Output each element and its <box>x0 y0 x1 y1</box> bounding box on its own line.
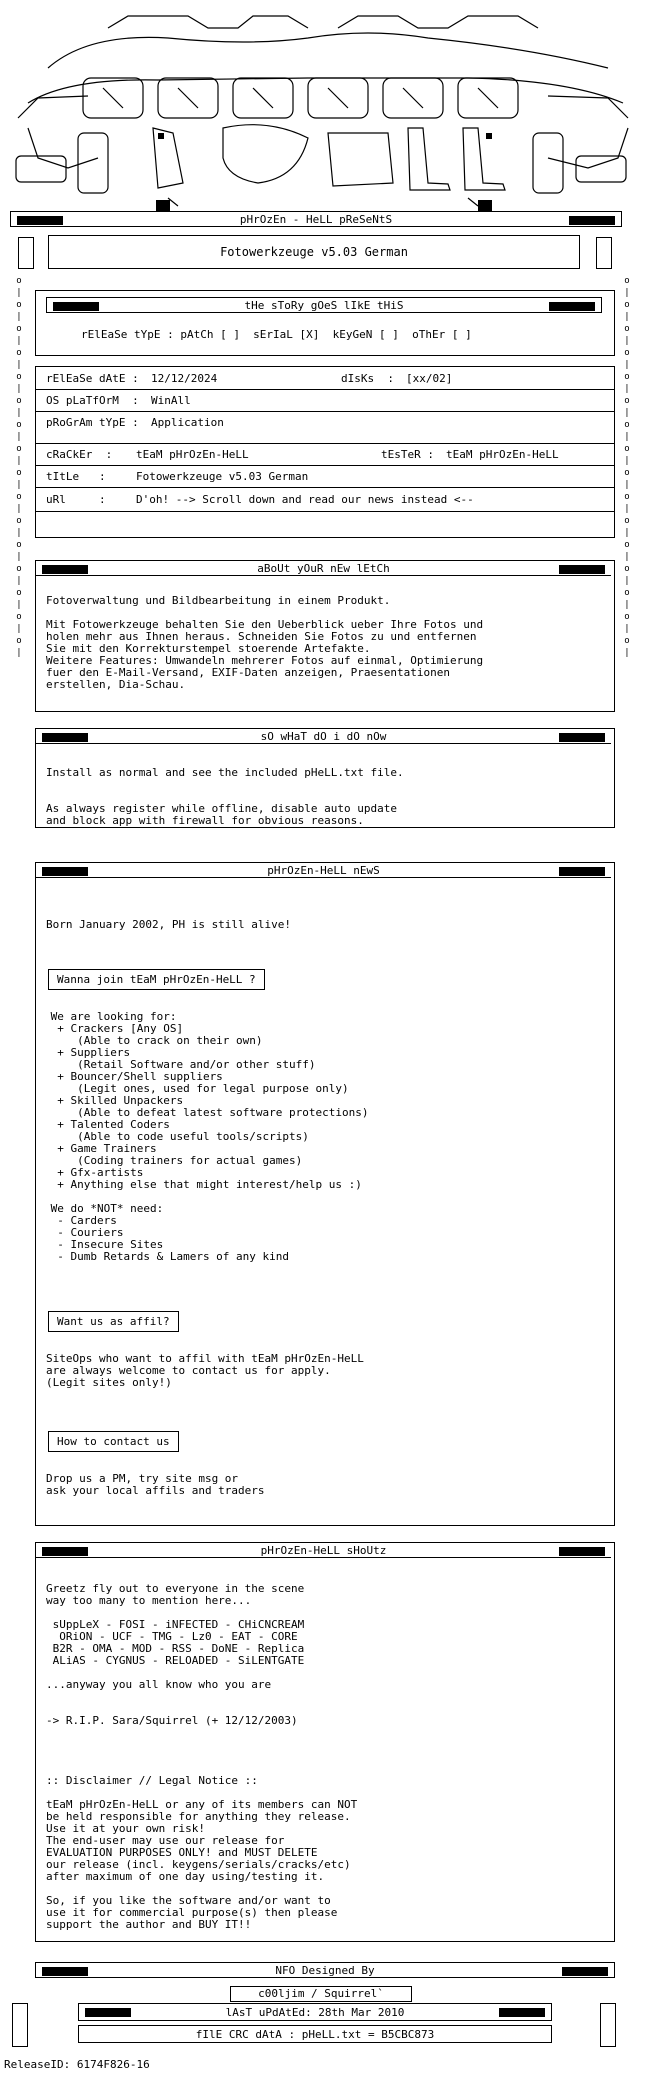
program-type-label: pRoGrAm tYpE : <box>46 416 139 429</box>
black-block <box>562 1967 608 1976</box>
cracker-label: cRaCkEr : <box>46 448 113 461</box>
about-header <box>36 561 611 576</box>
last-updated: lAsT uPdAtEd: 28th Mar 2010 <box>225 2005 405 2019</box>
black-block <box>17 216 63 225</box>
black-block <box>42 867 88 876</box>
row-os <box>36 389 614 412</box>
shoutz-text: Greetz fly out to everyone in the scene way too many to mention here... sUppLeX - FOSI - iNFECTED - CHiCNCREAM ORiON - UCF - TMG - Lz0 - EAT - CORE B2R - OMA - MOD - RSS - DoNE - Replica ALiAS - CYGNUS - RELOADED - SiLENTGATE ...anyway you all know who you are -> R.I.P. Sara/Squirrel (+ 12/12/2003) :: Disclaimer // Legal Notice :: tEaM pHrOzEn-HeLL or any of its members can NOT be held responsible for anything they release. Use it at your own risk! The end-user may use our release for EVALUATION PURPOSES ONLY! and MUST DELETE our release (incl. keygens/serials/cracks/etc) after maximum of one day using/testing it. So, if you like the software and/or want to use it for commercial purpose(s) then please support the author and BUY IT!! <box>46 1582 358 1931</box>
presents-text: pHrOzEn - HeLL pReSeNtS <box>239 212 393 226</box>
phrozen-hell-logo <box>8 8 640 213</box>
shoutz-heading: pHrOzEn-HeLL sHoUtz <box>260 1543 387 1557</box>
title-left-post <box>18 237 34 269</box>
black-block <box>559 565 605 574</box>
black-block <box>499 2008 545 2017</box>
release-title: Fotowerkzeuge v5.03 German <box>220 245 408 259</box>
news-header <box>36 863 611 878</box>
title-label: tItLe : <box>46 470 106 483</box>
black-block <box>42 1547 88 1556</box>
right-chain: o | o | o | o | o | o | o | o | o | o | o | o | o | o | o | o | <box>624 276 630 658</box>
footer-left-post <box>12 2003 28 2047</box>
affil-box: Want us as affil? <box>48 1311 179 1332</box>
cracker-value: tEaM pHrOzEn-HeLL <box>136 448 249 461</box>
black-block <box>42 733 88 742</box>
title-frame <box>10 235 620 269</box>
title-box <box>48 235 580 269</box>
designer-name: c00ljim / Squirrel` <box>258 1987 384 2000</box>
black-block <box>85 2008 131 2017</box>
black-block <box>569 216 615 225</box>
presents-bar <box>10 211 622 227</box>
row-cracker <box>36 443 614 466</box>
black-block <box>559 867 605 876</box>
os-label: OS pLaTfOrM : <box>46 394 139 407</box>
black-block <box>42 1967 88 1976</box>
disks-label: dIsKs : <box>341 372 394 385</box>
disks-value: [xx/02] <box>406 372 453 385</box>
black-block <box>53 302 99 311</box>
contact-box: How to contact us <box>48 1431 179 1452</box>
install-heading: sO wHaT dO i dO nOw <box>260 729 387 743</box>
install-header <box>36 729 611 744</box>
black-block <box>549 302 595 311</box>
crc-data: fIlE CRC dAtA : pHeLL.txt = B5CBC873 <box>195 2027 435 2041</box>
title-value: Fotowerkzeuge v5.03 German <box>136 470 309 483</box>
install-text: Install as normal and see the included pHeLL.txt file. As always register while offline, disable auto update and block app with firewall for obvious reasons. <box>46 766 404 827</box>
news-heading: pHrOzEn-HeLL nEwS <box>267 863 380 877</box>
nfo-designed: NFO Designed By <box>275 1963 375 1977</box>
about-section <box>35 560 615 712</box>
release-id: ReleaseID: 6174F826-16 <box>4 2058 150 2071</box>
url-value: D'oh! --> Scroll down and read our news instead <-- <box>136 493 474 506</box>
story-header <box>46 297 602 313</box>
release-date-label: rElEaSe dAtE : <box>46 372 139 385</box>
black-block <box>559 733 605 742</box>
affil-text: SiteOps who want to affil with tEaM pHrOzEn-HeLL are always welcome to contact us for apply. (Legit sites only!) <box>46 1352 364 1389</box>
story-heading: tHe sToRy gOeS lIkE tHiS <box>244 298 404 312</box>
about-heading: aBoUt yOuR nEw lEtCh <box>257 561 390 575</box>
tester-value: tEaM pHrOzEn-HeLL <box>446 448 559 461</box>
black-block <box>559 1547 605 1556</box>
contact-text: Drop us a PM, try site msg or ask your local affils and traders <box>46 1472 265 1497</box>
tester-label: tEsTeR : <box>381 448 434 461</box>
about-text: Fotoverwaltung und Bildbearbeitung in einem Produkt. Mit Fotowerkzeuge behalten Sie den Ueberblick ueber Ihre Fotos und holen mehr aus Ihnen heraus. Schneiden Sie Fotos zu und entfernen Sie mit den Korrekturstempel stoerende Artefakte. Weitere Features: Umwandeln mehrerer Fotos auf einmal, Optimierung fuer den E-Mail-Versand, EXIF-Daten anzeigen, Praesentationen erstellen, Dia-Schau. <box>46 594 484 691</box>
release-date-value: 12/12/2024 <box>151 372 218 385</box>
news-section <box>35 862 615 1526</box>
join-box: Wanna join tEaM pHrOzEn-HeLL ? <box>48 969 265 990</box>
os-value: WinAll <box>151 394 191 407</box>
footer-right-post <box>600 2003 616 2047</box>
row-url <box>36 487 614 512</box>
news-intro: Born January 2002, PH is still alive! <box>46 918 292 931</box>
story-section <box>35 290 615 356</box>
info-section <box>35 366 615 538</box>
shoutz-header <box>36 1543 611 1558</box>
footer-frame <box>8 2003 620 2048</box>
title-right-post <box>596 237 612 269</box>
row-title <box>36 465 614 488</box>
left-chain: o | o | o | o | o | o | o | o | o | o | o | o | o | o | o | o | <box>16 276 22 658</box>
crc-bar <box>78 2025 552 2043</box>
shoutz-section <box>35 1542 615 1942</box>
last-updated-bar <box>78 2003 552 2021</box>
install-section <box>35 728 615 828</box>
row-release-date <box>36 367 614 390</box>
nfo-designed-bar <box>35 1962 615 1978</box>
news-looking: We are looking for: + Crackers [Any OS] (Able to crack on their own) + Suppliers (Retail Software and/or other stuff) + Bouncer/Shell suppliers (Legit ones, used for legal purpose only) + Skilled Unpackers (Able to defeat latest software protections) + Talented Coders (Able to code useful tools/scripts) + Game Trainers (Coding trainers for actual games) + Gfx-artists + Anything else that might interest/help us :) We do *NOT* need: - Carders - Couriers - Insecure Sites - Dumb Retards & Lamers of any kind <box>50 1010 369 1263</box>
url-label: uRl : <box>46 493 106 506</box>
release-type: rElEaSe tYpE : pAtCh [ ] sErIaL [X] kEyGeN [ ] oThEr [ ] <box>81 328 472 341</box>
program-type-value: Application <box>151 416 224 429</box>
black-block <box>42 565 88 574</box>
designer-box <box>230 1986 412 2002</box>
row-program-type <box>36 411 614 444</box>
